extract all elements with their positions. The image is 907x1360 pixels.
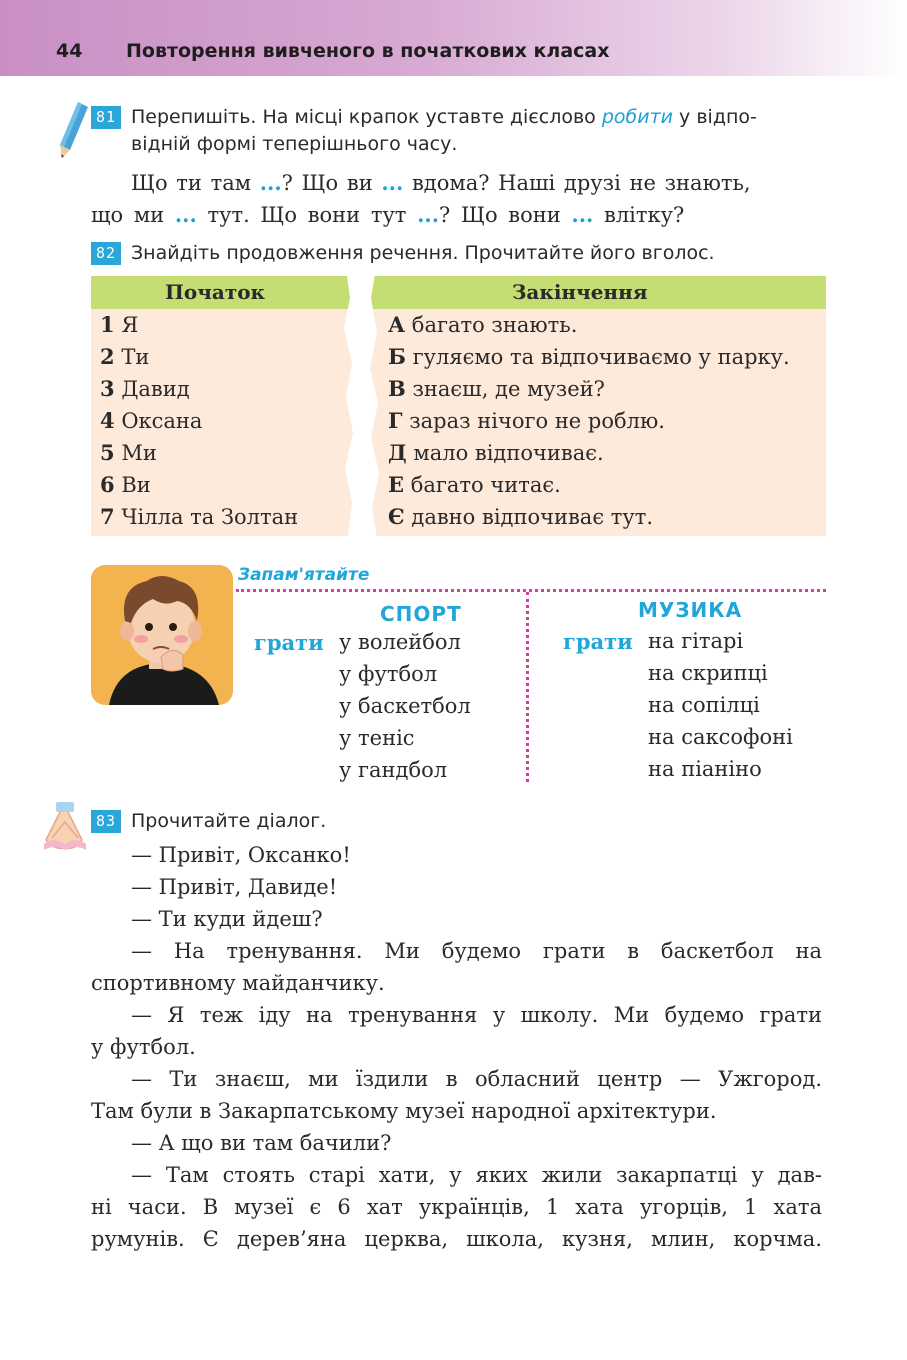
music-item: на скрипці (648, 661, 768, 685)
dialogue-line: — Привіт, Давиде! (131, 875, 338, 899)
dialogue-line: румунів. Є дерев’яна церква, школа, кузня, млин, корчма. (91, 1227, 822, 1251)
instruction-text: у відпо- (673, 106, 757, 128)
table-row: 2 Ти (100, 344, 150, 369)
instruction-text: Перепишіть. На місці крапок уставте дієслово (131, 106, 602, 128)
table-row: 7 Чілла та Золтан (100, 504, 299, 529)
memo-divider (236, 589, 826, 592)
table-row: 3 Давид (100, 376, 190, 401)
page-header (0, 0, 907, 76)
sentence-part: ? Що ви (281, 171, 382, 195)
sport-item: у теніс (339, 726, 415, 750)
sentence-part: що ми (91, 203, 175, 227)
memo-title: Запам'ятайте (238, 565, 370, 585)
table-row: А багато знають. (388, 312, 578, 337)
table-row: 1 Я (100, 312, 139, 337)
dialogue-line: — Я теж іду на тренування у школу. Ми будемо грати (131, 1003, 822, 1027)
blank-dots: ... (571, 202, 594, 227)
table-row: 5 Ми (100, 440, 157, 465)
dialogue-line: — На тренування. Ми будемо грати в баскетбол на (131, 939, 822, 963)
verb-highlight: робити (601, 106, 674, 128)
sport-verb: грати (254, 630, 324, 655)
dialogue-line: спортивному майданчику. (91, 971, 385, 995)
table-row: В знаєш, де музей? (388, 376, 605, 401)
dialogue-line: — Там стоять старі хати, у яких жили закарпатці у дав- (131, 1163, 822, 1187)
reading-hands-icon (40, 800, 90, 854)
sport-item: у футбол (339, 662, 438, 686)
exercise-81-text (91, 167, 831, 231)
music-item: на сопілці (648, 693, 760, 717)
table-row: Б гуляємо та відпочиваємо у парку. (388, 344, 790, 369)
sentence-part: вдома? Наші друзі не знають, (403, 171, 751, 195)
exercise-83-instruction: Прочитайте діалог. (131, 810, 327, 832)
dialogue-line: у футбол. (91, 1035, 196, 1059)
memo-column-divider (526, 592, 529, 782)
page-number: 44 (56, 40, 83, 62)
table-row: Е багато читає. (388, 472, 561, 497)
exercise-number-82: 82 (91, 242, 121, 265)
boy-illustration (91, 565, 233, 705)
table-row: Є давно відпочиває тут. (388, 504, 654, 529)
music-item: на саксофоні (648, 725, 793, 749)
dialogue-line: — А що ви там бачили? (131, 1131, 392, 1155)
exercise-82-instruction: Знайдіть продовження речення. Прочитайте його вголос. (131, 242, 715, 264)
exercise-number-81: 81 (91, 106, 121, 129)
dialogue-line: Там були в Закарпатському музеї народної архітектури. (91, 1099, 717, 1123)
page-title: Повторення вивченого в початкових класах (126, 40, 610, 62)
blank-dots: ... (174, 202, 197, 227)
table-row: 6 Ви (100, 472, 151, 497)
sport-heading: СПОРТ (380, 602, 462, 626)
table-row: Д мало відпочиває. (388, 440, 604, 465)
column-header-start: Початок (165, 280, 265, 304)
dialogue-line: — Ти куди йдеш? (131, 907, 323, 931)
sentence-part: влітку? (593, 203, 685, 227)
sentence-part: ? Що вони (439, 203, 572, 227)
column-header-end: Закінчення (512, 280, 648, 304)
sentence-part: тут. Що вони тут (196, 203, 418, 227)
music-verb: грати (563, 629, 633, 654)
table-row: 4 Оксана (100, 408, 203, 433)
sport-item: у баскетбол (339, 694, 471, 718)
paper-tear (340, 268, 384, 544)
music-heading: МУЗИКА (638, 598, 743, 622)
blank-dots: ... (417, 202, 440, 227)
dialogue-line: — Ти знаєш, ми їздили в обласний центр — Ужгород. (131, 1067, 822, 1091)
sentence-part: Що ти там (131, 171, 260, 195)
dialogue-line: ні часи. В музеї є 6 хат українців, 1 хата угорців, 1 хата (91, 1195, 822, 1219)
table-row: Г зараз нічого не роблю. (388, 408, 665, 433)
blank-dots: ... (259, 170, 282, 195)
music-item: на піаніно (648, 757, 762, 781)
music-item: на гітарі (648, 629, 744, 653)
pencil-icon (56, 100, 90, 160)
sport-item: у волейбол (339, 630, 461, 654)
exercise-number-83: 83 (91, 810, 121, 833)
instruction-text: відній формі теперішнього часу. (131, 133, 458, 155)
sport-item: у гандбол (339, 758, 448, 782)
dialogue-line: — Привіт, Оксанко! (131, 843, 351, 867)
exercise-81-instruction (131, 104, 831, 158)
blank-dots: ... (381, 170, 404, 195)
